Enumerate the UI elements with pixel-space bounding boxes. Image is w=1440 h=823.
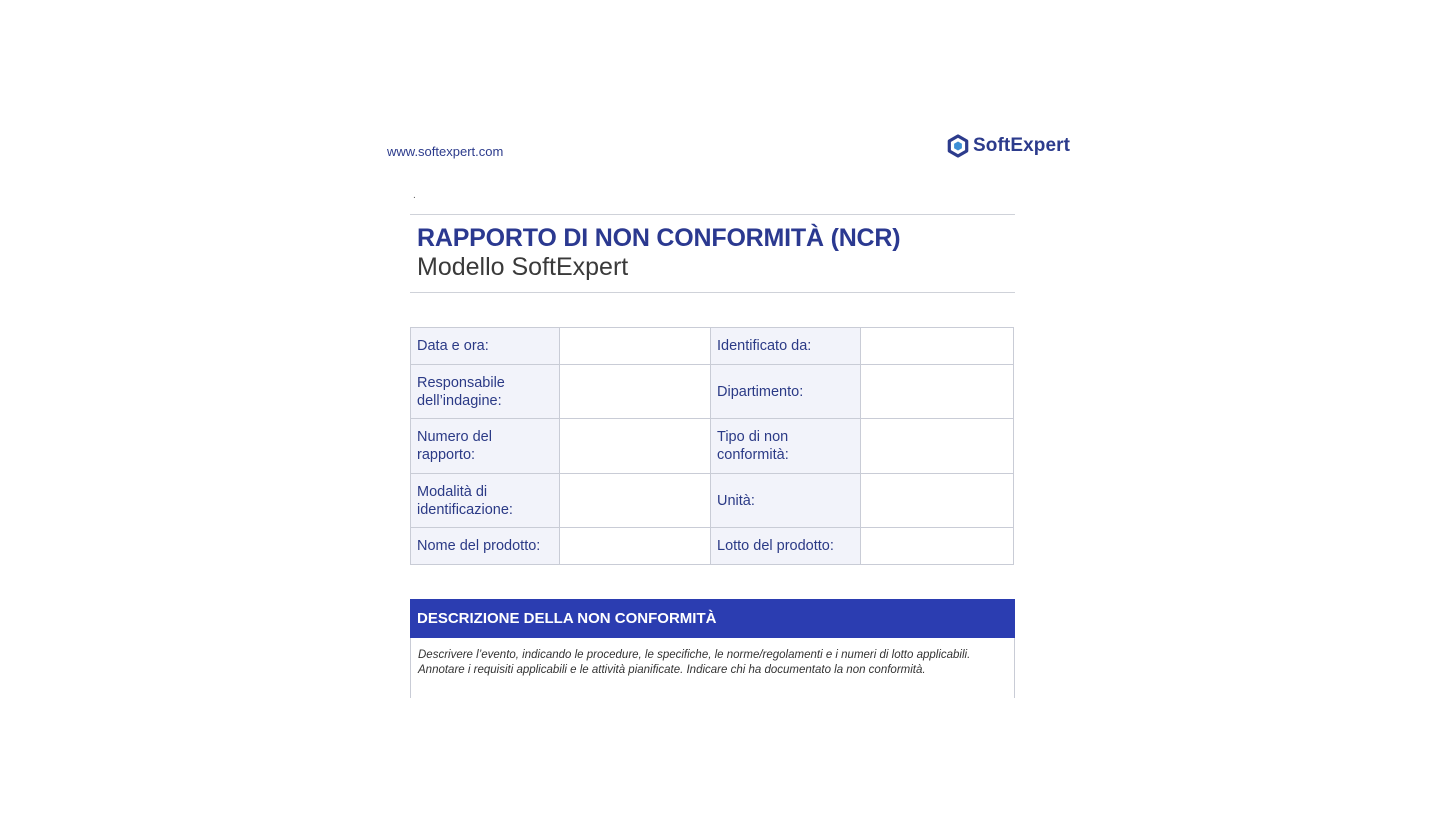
title-top-divider	[410, 214, 1015, 215]
website-url[interactable]: www.softexpert.com	[387, 144, 504, 159]
field-value-identified-by[interactable]	[861, 328, 1014, 365]
table-row	[411, 474, 1014, 528]
document-subtitle: Modello SoftExpert	[417, 253, 629, 281]
field-label: Unità:	[711, 474, 861, 528]
field-value-department[interactable]	[861, 365, 1014, 419]
field-value-product-lot[interactable]	[861, 528, 1014, 565]
softexpert-logo-icon	[946, 134, 970, 158]
section-instructions: Descrivere l’evento, indicando le procedure, le specifiche, le norme/regolamenti e i numeri di lotto applicabili. Annotare i requisiti applicabili e le attività pianificate. Indicare chi ha documentato la non conformità.	[418, 649, 971, 676]
field-value-report-number[interactable]	[560, 419, 711, 474]
section-body[interactable]	[410, 638, 1015, 698]
field-label: Identificato da:	[711, 328, 861, 365]
field-value-product-name[interactable]	[560, 528, 711, 565]
field-label: Numero del rapporto:	[411, 419, 560, 474]
field-value-identification-mode[interactable]	[560, 474, 711, 528]
report-info-table	[410, 327, 1014, 565]
title-bottom-divider	[410, 292, 1015, 293]
table-row	[411, 365, 1014, 419]
field-label: Tipo di non conformità:	[711, 419, 861, 474]
field-label: Nome del prodotto:	[411, 528, 560, 565]
table-row	[411, 328, 1014, 365]
table-row	[411, 528, 1014, 565]
brand-logo	[946, 134, 1070, 158]
field-label: Lotto del prodotto:	[711, 528, 861, 565]
document-title: RAPPORTO DI NON CONFORMITÀ (NCR)	[417, 224, 901, 252]
field-value-date-time[interactable]	[560, 328, 711, 365]
stray-mark: .	[413, 190, 416, 201]
section-header: DESCRIZIONE DELLA NON CONFORMITÀ	[410, 599, 1015, 638]
field-label: Modalità di identificazione:	[411, 474, 560, 528]
field-label: Responsabile dell’indagine:	[411, 365, 560, 419]
field-value-nonconformity-type[interactable]	[861, 419, 1014, 474]
field-label: Data e ora:	[411, 328, 560, 365]
field-value-unit[interactable]	[861, 474, 1014, 528]
brand-name: SoftExpert	[973, 135, 1071, 156]
field-value-investigator[interactable]	[560, 365, 711, 419]
field-label: Dipartimento:	[711, 365, 861, 419]
table-row	[411, 419, 1014, 474]
